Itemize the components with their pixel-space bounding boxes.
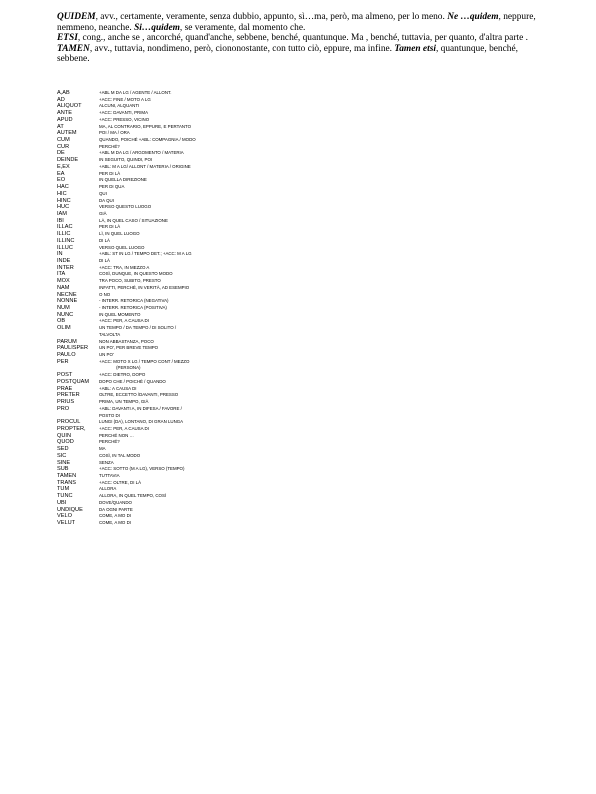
glossary-row [57, 486, 357, 493]
glossary-meaning: MA, AL CONTRARIO, EPPURE, E PERTANTO [99, 123, 192, 129]
glossary-word: POST [57, 372, 73, 379]
glossary-meaning: TUTTAVIA [99, 472, 120, 478]
glossary-word: POSTQUAM [57, 378, 90, 385]
glossary-meaning: TRA POCO, SUBITO, PRESTO [99, 278, 161, 284]
glossary-word: VELUT [57, 520, 76, 526]
glossary-meaning: LUNGI (DA), LONTANO, DI GRAN LUNGA [99, 419, 184, 425]
glossary-row [57, 406, 357, 413]
glossary-word: ILLUC [57, 244, 73, 251]
glossary-meaning: +ACC: MOTO X LG / TEMPO CONT / MEZZO [99, 358, 190, 364]
glossary-meaning: MA [99, 446, 106, 452]
glossary-meaning: UN TEMPO / DA TEMPO / DI SOLITO / [99, 325, 177, 331]
glossary-meaning: QUI [99, 190, 107, 196]
definition-phrase: Ne …quidem [447, 12, 499, 22]
glossary-row [57, 292, 357, 299]
glossary-meaning: COME, A MO DI [99, 520, 131, 525]
glossary-meaning: PERCHÉ? [99, 439, 120, 445]
glossary-row [57, 124, 357, 131]
definition-phrase: Tamen etsi [394, 43, 436, 54]
glossary-word: ILLAC [57, 224, 73, 231]
definition-term: TAMEN [57, 43, 90, 54]
glossary-meaning: QUANDO, POICHÉ +ABL: COMPAGNIA / MODO [99, 137, 196, 143]
definition-text: , se veramente, dal momento che. [179, 22, 306, 33]
glossary-row [57, 224, 357, 231]
glossary-row [57, 278, 357, 285]
glossary-meaning: +ACC: PER, A CAUSA DI [99, 425, 149, 431]
glossary-word: UBI [57, 499, 67, 506]
glossary-word: PRAE [57, 385, 73, 392]
glossary-word: NAM [57, 284, 70, 291]
glossary-row [57, 392, 357, 399]
glossary-word: TUNC [57, 493, 73, 500]
glossary-row [57, 144, 357, 151]
glossary-row [57, 339, 357, 346]
glossary-row [57, 198, 357, 205]
glossary-word: IAM [57, 210, 67, 217]
glossary-row [57, 164, 357, 171]
glossary-meaning: +ACC: SOTTO (M A LG), VERSO (TEMPO) [99, 466, 185, 472]
definition-term: QUIDEM [57, 12, 96, 22]
glossary-word [57, 365, 99, 372]
glossary-row [57, 245, 357, 252]
glossary-word: CUM [57, 137, 70, 144]
definition-term: ETSI [57, 33, 78, 44]
glossary-word: VELO [57, 513, 72, 520]
glossary-row [57, 480, 357, 487]
glossary-row [57, 251, 357, 258]
definition-paragraph [57, 12, 547, 33]
glossary-meaning: +ACC: PER, A CAUSA DI [99, 318, 149, 324]
glossary-row [57, 460, 357, 467]
glossary-word: AT [57, 123, 64, 130]
glossary-meaning: - INTERR. RETORICA (POSITIVA) [99, 305, 167, 310]
glossary-word: PRETER [57, 392, 80, 399]
glossary-word: TRANS [57, 479, 76, 486]
glossary-meaning: +ABL: A CAUSA DI [99, 385, 137, 391]
definition-text: , cong., anche se , ancorché, quand'anche, sebbene, benché, quantunque. Ma , benché, tuttavia, per quanto, d'altra parte . [77, 33, 528, 44]
glossary-word: HAC [57, 184, 69, 191]
glossary-meaning: SENZA [99, 459, 114, 465]
glossary-row [57, 103, 357, 110]
glossary-meaning: ALLORA, IN QUEL TEMPO, COSÌ [99, 493, 167, 499]
glossary-meaning: +ACC: TRA, IN MEZZO A [99, 264, 150, 270]
glossary-word: ALIQUOT [57, 103, 82, 110]
glossary-meaning: +ACC: DAVANTI, PRIMA [99, 110, 148, 116]
glossary-meaning: DI LÀ [99, 257, 110, 263]
glossary-meaning: PER DI LÀ [99, 224, 121, 230]
glossary-meaning: VERSO QUESTO LUOGO [99, 204, 152, 210]
glossary-row [57, 493, 357, 500]
glossary-meaning: +ABL: DAVANTI A, IN DIFESA / FAVORE / [99, 405, 182, 411]
glossary-meaning: LÌ, IN QUEL LUOGO [99, 231, 140, 237]
glossary-word: INTER [57, 264, 74, 271]
glossary-meaning: +ABL: M A LG/ ALLONT / MATERIA / ORIGINE [99, 163, 191, 169]
glossary-row [57, 211, 357, 218]
glossary-word: NONNE [57, 298, 78, 305]
glossary-meaning: PERCHÉ NON … [99, 432, 134, 438]
glossary-meaning: COME, A MO DI [99, 513, 131, 519]
glossary-row [57, 433, 357, 440]
glossary-row [57, 453, 357, 460]
glossary-word: AD [57, 96, 65, 103]
glossary-meaning: +ABL M DA LG / ARGOMENTO / MATERIA [99, 150, 184, 156]
glossary-row [57, 352, 357, 359]
glossary-row [57, 218, 357, 225]
glossary-word: INDE [57, 257, 71, 264]
glossary-word: PRIUS [57, 399, 75, 406]
glossary-word: AUTEM [57, 130, 77, 137]
glossary-row [57, 97, 357, 104]
glossary-word: PARUM [57, 338, 77, 345]
glossary-word: TAMEN [57, 472, 77, 479]
glossary-meaning: IN SEGUITO, QUINDI, POI [99, 157, 153, 163]
glossary-row [57, 426, 357, 433]
glossary-meaning: DA QUI [99, 197, 114, 203]
glossary-row [57, 466, 357, 473]
definition-text: , avv., tuttavia, nondimeno, però, ciononostante, con tutto ciò, eppure, ma infine. [89, 43, 395, 54]
glossary-row [57, 150, 357, 157]
glossary-row [57, 137, 357, 144]
glossary-row [57, 365, 357, 372]
glossary-word: HIC [57, 190, 67, 197]
glossary-meaning: (PERSONA) [99, 365, 141, 371]
glossary-word: PER [57, 358, 69, 365]
glossary-meaning: +ABL M DA LG / AGENTE / ALLONT. [99, 90, 172, 95]
glossary-meaning: PER DI QUA [99, 184, 125, 190]
glossary-word: ILLIC [57, 231, 71, 238]
glossary-meaning: OLTRE, ECCETTO /DAVANTI, PRESSO [99, 392, 179, 398]
definition-paragraph [57, 33, 547, 44]
glossary-meaning: ALLORA [99, 486, 117, 492]
glossary-word: QUOD [57, 439, 74, 446]
glossary-row [57, 191, 357, 198]
glossary-word: EA [57, 170, 65, 177]
glossary-row [57, 359, 357, 366]
glossary-meaning: COSÌ, DUNQUE, IN QUESTO MODO [99, 271, 173, 277]
glossary-row [57, 184, 357, 191]
glossary-word: EO [57, 177, 66, 184]
glossary-row [57, 130, 357, 137]
glossary-meaning: INFATTI, PERCHÉ, IN VERITÀ, AD ESEMPIO [99, 284, 190, 290]
glossary-meaning: DOVE/QUANDO [99, 499, 132, 505]
definition-text: , quantunque, benché, sebbene. [57, 43, 518, 65]
glossary-meaning: - INTERR. RETORICA (NEGATIVA) [99, 298, 169, 304]
glossary-row [57, 305, 357, 312]
glossary-row [57, 345, 357, 352]
glossary-meaning: ALCUNI, ALQUANTI [99, 103, 140, 109]
glossary-row [57, 90, 357, 97]
glossary-meaning: PERCHÉ? [99, 143, 120, 149]
glossary-meaning: POSTO DI [99, 412, 120, 418]
glossary-meaning: GIÀ [99, 210, 107, 216]
glossary-word: TUM [57, 486, 70, 493]
glossary-row [57, 520, 357, 527]
glossary-meaning: TALVOLTA [99, 331, 121, 337]
glossary-word: ILLINC [57, 237, 75, 244]
glossary-meaning: DI LÀ [99, 237, 110, 243]
glossary-row [57, 413, 357, 420]
glossary-word: DE [57, 150, 65, 157]
glossary-row [57, 110, 357, 117]
glossary-row [57, 271, 357, 278]
definition-text: , avv., certamente, veramente, senza dubbio, appunto, sì…ma, però, ma almeno, per lo meno. [95, 12, 448, 22]
glossary-word: UNDIQUE [57, 506, 83, 513]
definition-phrase: Si…quidem [134, 22, 180, 33]
glossary-meaning: POI / MA / ORA [99, 130, 130, 136]
glossary-word: PROCUL [57, 419, 81, 426]
glossary-word: ITA [57, 271, 66, 278]
glossary-word: HUC [57, 204, 70, 211]
glossary-word: OB [57, 318, 66, 325]
definition-paragraph [57, 44, 547, 65]
glossary-row [57, 446, 357, 453]
glossary-word: NECNE [57, 291, 77, 298]
glossary-meaning: DA OGNI PARTE [99, 506, 133, 512]
glossary-word: HINC [57, 197, 71, 204]
glossary-row [57, 419, 357, 426]
glossary-word: SINE [57, 459, 71, 466]
glossary-meaning: +ACC: PRESSO, VICINO [99, 116, 150, 122]
glossary-row [57, 439, 357, 446]
glossary-word: NUM [57, 305, 70, 311]
glossary-word: IN [57, 251, 63, 258]
glossary-word: A,AB [57, 90, 70, 96]
glossary-row [57, 332, 357, 339]
glossary-row [57, 372, 357, 379]
glossary-meaning: COSÌ, IN TAL MODO [99, 452, 141, 458]
glossary-meaning: +ABL: ST IN LG / TEMPO DET.; +ACC: M A LG [99, 251, 192, 257]
glossary-row [57, 507, 357, 514]
glossary-row [57, 325, 357, 332]
glossary-list [57, 90, 357, 527]
glossary-row [57, 171, 357, 178]
glossary-meaning: +ACC: FINE / MOTO A LG [99, 96, 151, 102]
glossary-word: DEINDE [57, 157, 79, 164]
glossary-meaning: IN QUEL MOMENTO [99, 311, 141, 317]
glossary-row [57, 204, 357, 211]
glossary-row [57, 473, 357, 480]
glossary-word [57, 413, 99, 420]
glossary-meaning: DOPO CHE / POICHÉ / QUANDO [99, 378, 166, 384]
glossary-meaning: UN PO', PER BREVE TEMPO [99, 345, 159, 351]
glossary-row [57, 258, 357, 265]
glossary-meaning: +ACC: DIETRO, DOPO [99, 372, 146, 378]
glossary-word: MOX [57, 278, 70, 285]
glossary-word: QUIN [57, 432, 71, 439]
glossary-word: PRO [57, 405, 70, 412]
glossary-word: CUR [57, 143, 70, 150]
glossary-row [57, 379, 357, 386]
glossary-word: APUD [57, 116, 73, 123]
glossary-row [57, 500, 357, 507]
glossary-word [57, 332, 99, 339]
glossary-word: NUNC [57, 311, 74, 318]
glossary-row [57, 157, 357, 164]
glossary-word: OLIM [57, 325, 71, 332]
glossary-word: SED [57, 446, 69, 453]
glossary-row [57, 117, 357, 124]
glossary-word: IBI [57, 217, 64, 224]
glossary-word: PROPTER, [57, 425, 86, 432]
glossary-row [57, 285, 357, 292]
glossary-meaning: NON ABBASTANZA, POCO [99, 338, 154, 344]
glossary-row [57, 177, 357, 184]
glossary-row [57, 238, 357, 245]
glossary-word: ANTE [57, 110, 72, 117]
glossary-meaning: UN PO' [99, 352, 114, 358]
glossary-row [57, 386, 357, 393]
glossary-row [57, 399, 357, 406]
glossary-row [57, 312, 357, 319]
glossary-meaning: VERSO QUEL LUOGO [99, 244, 145, 250]
glossary-row [57, 318, 357, 325]
glossary-word: SUB [57, 466, 69, 473]
glossary-meaning: PRIMA, UN TEMPO, GIÀ [99, 399, 149, 405]
intro-definitions [57, 12, 547, 65]
glossary-meaning: O NO [99, 291, 111, 297]
glossary-meaning: PER DI LÀ [99, 170, 121, 176]
glossary-meaning: LÀ, IN QUEL CASO / SITUAZIONE [99, 217, 168, 223]
glossary-word: PAULO [57, 352, 76, 359]
glossary-row [57, 231, 357, 238]
glossary-meaning: IN QUELLA DIREZIONE [99, 177, 147, 183]
glossary-row [57, 298, 357, 305]
glossary-word: SIC [57, 452, 67, 459]
glossary-row [57, 265, 357, 272]
glossary-meaning: +ACC: OLTRE, DI LÀ [99, 479, 142, 485]
glossary-word: PAULISPER [57, 345, 88, 352]
glossary-word: E,EX [57, 163, 70, 170]
definition-text: , neppure, nemmeno, neanche. [57, 12, 536, 33]
glossary-row [57, 513, 357, 520]
